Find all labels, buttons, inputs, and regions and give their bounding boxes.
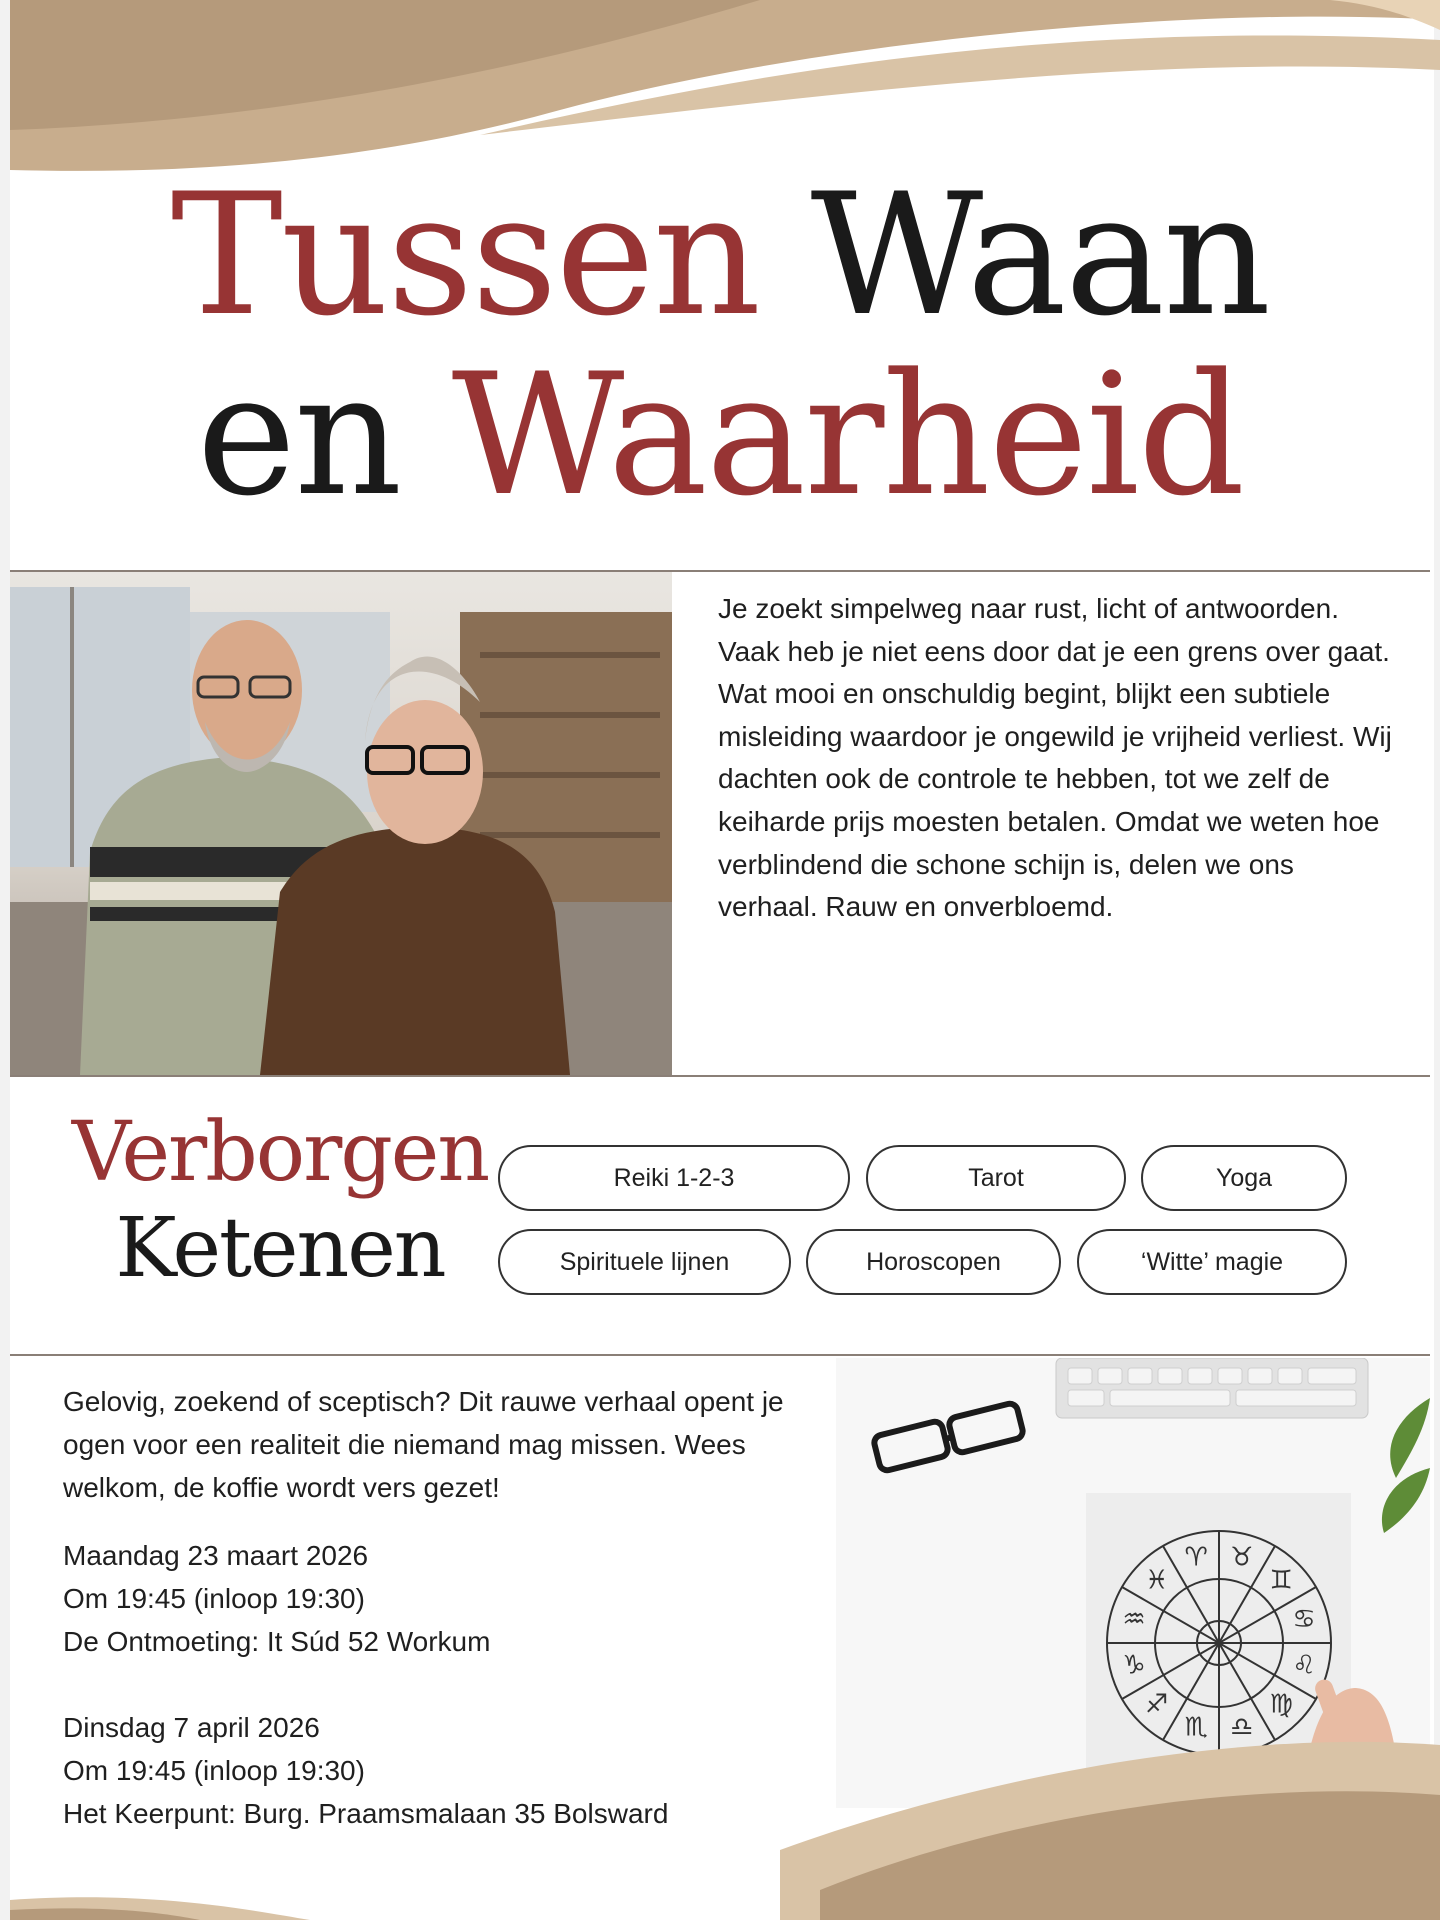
section-heading-verborgen-ketenen: [60, 1105, 500, 1297]
event-date: Maandag 23 maart 2026: [63, 1540, 369, 1571]
heading-word-ketenen: Ketenen: [115, 1201, 445, 1296]
event-time: Om 19:45 (inloop 19:30): [63, 1755, 365, 1786]
event-information: [63, 1380, 803, 1835]
zodiac-glyph: ♒: [1122, 1604, 1146, 1635]
invitation-text: Gelovig, zoekend of sceptisch? Dit rauwe verhaal opent je ogen voor een realiteit die niemand mag missen. Wees welkom, de koffie wordt vers gezet!: [63, 1386, 784, 1503]
zodiac-glyph: ♍: [1269, 1689, 1293, 1720]
topic-reiki[interactable]: Reiki 1-2-3: [498, 1145, 850, 1211]
event-location: De Ontmoeting: It Súd 52 Workum: [63, 1626, 491, 1657]
divider-bottom: [10, 1354, 1430, 1356]
event-bolsward: [63, 1706, 803, 1835]
zodiac-glyph: ♌: [1292, 1650, 1316, 1681]
event-workum: [63, 1534, 803, 1663]
zodiac-glyph: ♑: [1122, 1650, 1146, 1681]
topic-yoga[interactable]: Yoga: [1141, 1145, 1347, 1211]
topic-horoscopen[interactable]: Horoscopen: [806, 1229, 1061, 1295]
zodiac-glyph: ♏: [1184, 1712, 1208, 1743]
topic-spirituele-lijnen[interactable]: Spirituele lijnen: [498, 1229, 791, 1295]
zodiac-glyph: ♎: [1230, 1712, 1254, 1743]
divider-middle: [10, 1075, 1430, 1077]
heading-word-verborgen: Verborgen: [71, 1105, 489, 1200]
title-word-en: en: [196, 337, 401, 533]
zodiac-glyph: ♈: [1184, 1542, 1208, 1573]
title-word-waarheid: Waarheid: [451, 337, 1244, 533]
top-wave-decoration: [0, 0, 1440, 180]
zodiac-glyph: ♓: [1145, 1565, 1169, 1596]
poster-title: [0, 157, 1440, 533]
topic-witte-magie[interactable]: ‘Witte’ magie: [1077, 1229, 1347, 1295]
couple-photo: [10, 572, 672, 1075]
event-location: Het Keerpunt: Burg. Praamsmalaan 35 Bolsward: [63, 1798, 669, 1829]
event-time: Om 19:45 (inloop 19:30): [63, 1583, 365, 1614]
zodiac-glyph: ♊: [1269, 1565, 1293, 1596]
topic-tarot[interactable]: Tarot: [866, 1145, 1126, 1211]
zodiac-glyph: ♋: [1292, 1604, 1316, 1635]
event-date: Dinsdag 7 april 2026: [63, 1712, 320, 1743]
zodiac-glyph: ♉: [1230, 1542, 1254, 1573]
title-word-waan: Waan: [810, 157, 1270, 353]
intro-text: Je zoekt simpelweg naar rust, licht of antwoorden. Vaak heb je niet eens door dat je een grens over gaat. Wat mooi en onschuldig begint, blijkt een subtiele misleiding waardoor je ongewild je vrijheid verliest. Wij dachten ook de controle te hebben, tot we zelf de keiharde prijs moesten betalen. Omdat we weten hoe verblindend die schone schijn is, delen we ons verhaal. Rauw en onverbloemd.: [718, 593, 1392, 923]
title-word-tussen: Tussen: [170, 157, 760, 353]
zodiac-glyph: ♐: [1145, 1689, 1169, 1720]
